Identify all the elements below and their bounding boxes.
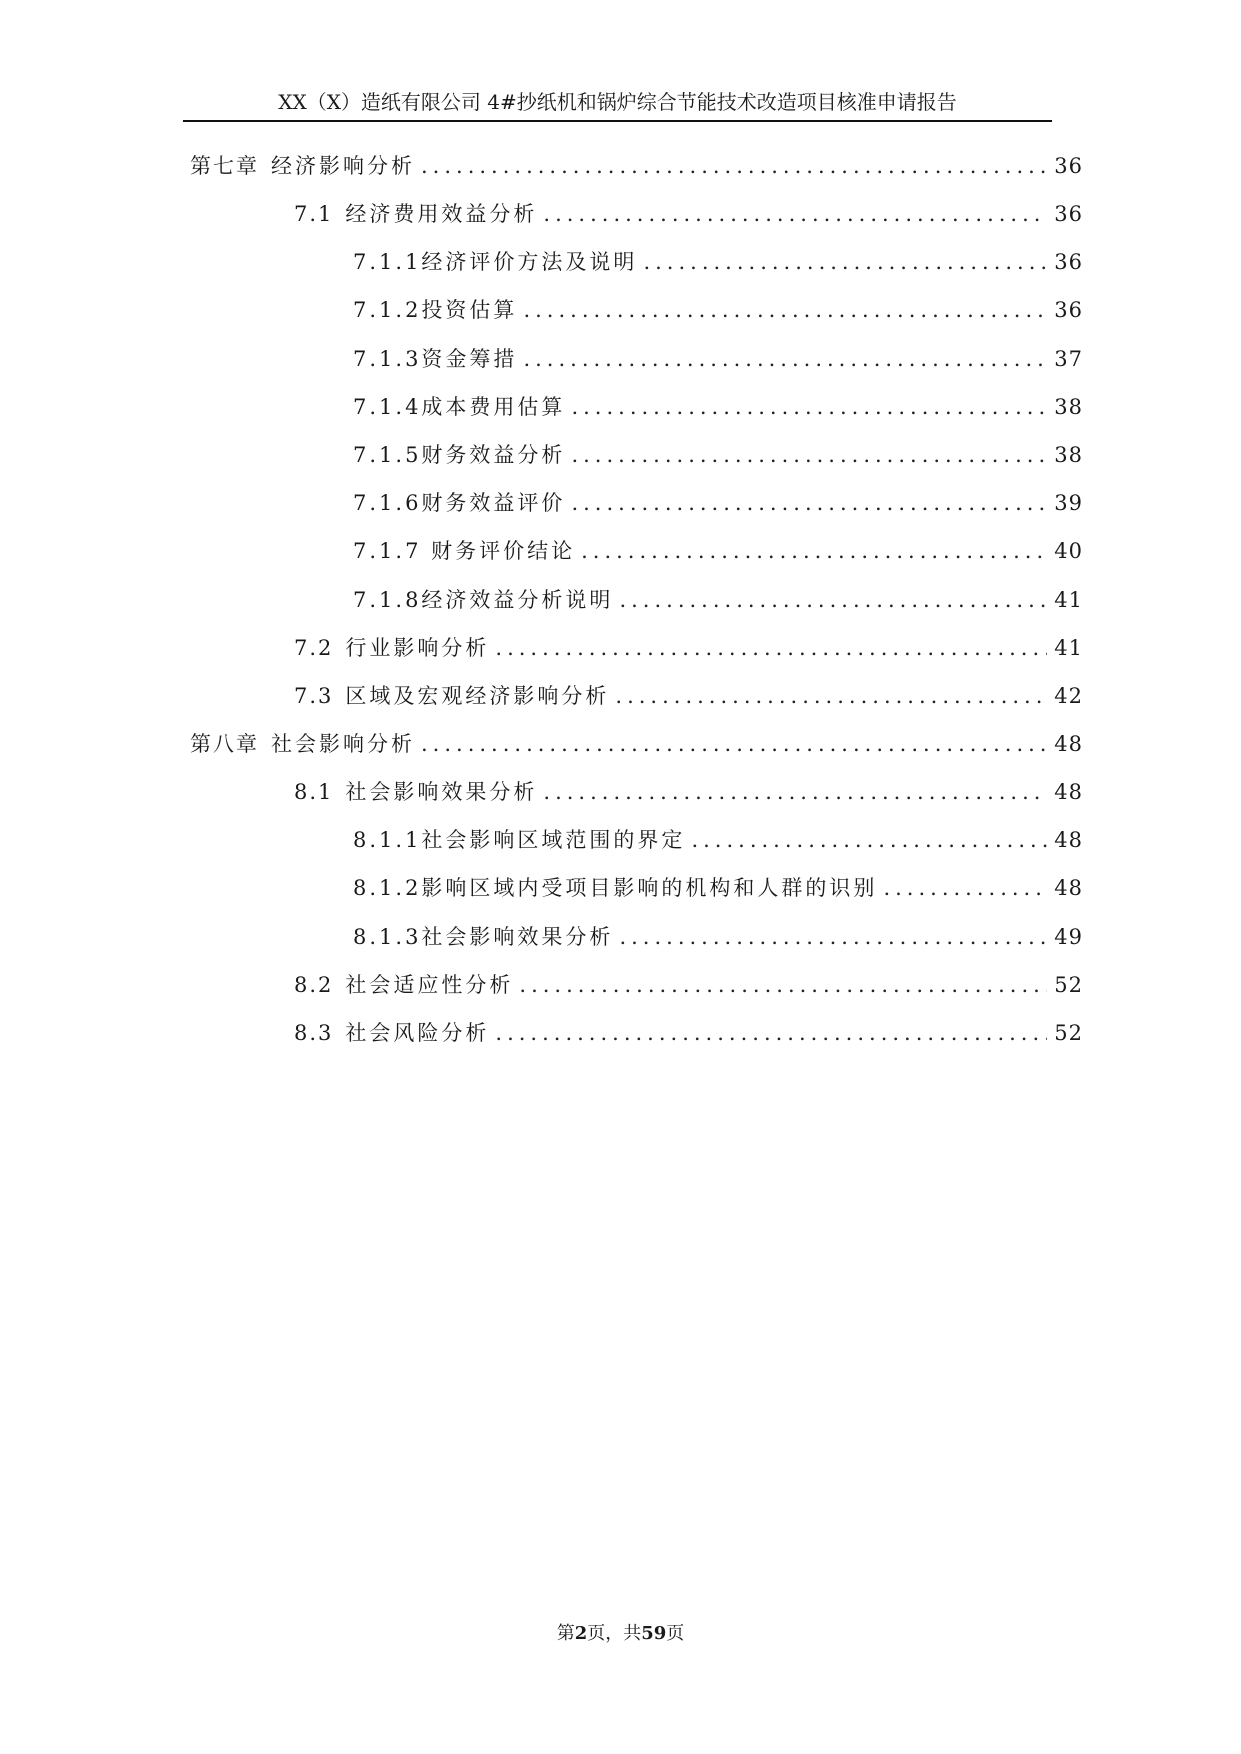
toc-dot-leader [519,970,1047,1000]
toc-entry-8-1-2[interactable] [353,873,1083,903]
toc-entry-title: 行业影响分析 [345,636,490,660]
toc-entry-7-1-1[interactable] [353,247,1083,277]
toc-entry-page: 42 [1054,684,1083,708]
toc-entry-title: 8.1.2影响区域内受项目影响的机构和人群的识别 [353,876,878,900]
toc-dot-leader [619,922,1047,952]
toc-entry-page: 41 [1054,636,1083,660]
toc-entry-page: 38 [1054,443,1083,467]
toc-dot-leader [495,633,1047,663]
toc-entry-title: 7.1.6财务效益评价 [353,491,566,515]
toc-dot-leader [571,440,1047,470]
toc-entry-8-1[interactable] [294,777,1083,807]
toc-entry-title: 经济影响分析 [271,154,415,178]
toc-entry-8-2[interactable] [294,970,1083,1000]
toc-entry-title: 社会风险分析 [345,1021,490,1045]
toc-dot-leader [523,295,1047,325]
toc-entry-title: 经济费用效益分析 [345,202,538,226]
toc-entry-page: 38 [1054,395,1083,419]
toc-entry-page: 36 [1054,250,1083,274]
toc-entry-chapter-8[interactable] [190,729,1083,759]
toc-entry-number: 7.3 [294,684,334,708]
footer-current-page: 2 [574,1623,588,1644]
toc-entry-number: 7.1 [294,202,334,226]
toc-entry-number: 第八章 [190,732,259,756]
toc-entry-page: 52 [1054,1021,1083,1045]
toc-entry-title: 7.1.8经济效益分析说明 [353,588,614,612]
toc-entry-page: 36 [1054,202,1083,226]
toc-dot-leader [883,873,1047,903]
toc-dot-leader [523,344,1047,374]
toc-entry-7-1-3[interactable] [353,344,1083,374]
toc-dot-leader [421,151,1047,181]
toc-entry-page: 48 [1054,876,1083,900]
toc-dot-leader [543,199,1047,229]
toc-entry-page: 48 [1054,732,1083,756]
document-title: XX（X）造纸有限公司 4#抄纸机和锅炉综合节能技术改造项目核准申请报告 [278,90,957,114]
toc-entry-title: 社会适应性分析 [345,973,514,997]
toc-entry-title: 7.1.1经济评价方法及说明 [353,250,638,274]
toc-entry-title: 8.1.3社会影响效果分析 [353,925,614,949]
toc-entry-title: 社会影响分析 [271,732,415,756]
toc-entry-7-1-4[interactable] [353,392,1083,422]
toc-entry-title: 7.1.7 财务评价结论 [353,539,576,563]
toc-entry-page: 36 [1054,298,1083,322]
toc-entry-page: 48 [1054,780,1083,804]
toc-entry-page: 37 [1054,347,1083,371]
toc-dot-leader [619,585,1047,615]
toc-entry-number: 8.1 [294,780,334,804]
toc-entry-page: 36 [1054,154,1083,178]
toc-entry-8-1-3[interactable] [353,922,1083,952]
page-footer [0,1620,1241,1648]
toc-dot-leader [495,1018,1047,1048]
toc-dot-leader [691,825,1047,855]
toc-entry-7-1[interactable] [294,199,1083,229]
toc-entry-number: 8.2 [294,973,334,997]
toc-entry-title: 区域及宏观经济影响分析 [345,684,610,708]
toc-entry-7-1-2[interactable] [353,295,1083,325]
toc-entry-7-1-6[interactable] [353,488,1083,518]
toc-dot-leader [581,536,1047,566]
toc-dot-leader [615,681,1047,711]
toc-entry-7-1-8[interactable] [353,585,1083,615]
toc-entry-title: 社会影响效果分析 [345,780,538,804]
toc-dot-leader [571,392,1047,422]
toc-entry-8-3[interactable] [294,1018,1083,1048]
toc-entry-number: 8.3 [294,1021,334,1045]
toc-dot-leader [643,247,1047,277]
toc-entry-chapter-7[interactable] [190,151,1083,181]
toc-dot-leader [421,729,1047,759]
toc-entry-title: 7.1.3资金筹措 [353,347,518,371]
toc-dot-leader [543,777,1047,807]
toc-entry-title: 7.1.5财务效益分析 [353,443,566,467]
toc-entry-page: 40 [1054,539,1083,563]
toc-entry-7-2[interactable] [294,633,1083,663]
footer-prefix: 第 [556,1623,575,1644]
toc-entry-8-1-1[interactable] [353,825,1083,855]
toc-entry-title: 7.1.4成本费用估算 [353,395,566,419]
toc-entry-number: 第七章 [190,154,259,178]
toc-entry-page: 41 [1054,588,1083,612]
toc-entry-7-1-7[interactable] [353,536,1083,566]
toc-dot-leader [571,488,1047,518]
footer-suffix: 页 [666,1623,685,1644]
toc-entry-page: 52 [1054,973,1083,997]
footer-middle: 页，共 [587,1623,642,1644]
toc-entry-title: 8.1.1社会影响区域范围的界定 [353,828,686,852]
toc-entry-title: 7.1.2投资估算 [353,298,518,322]
toc-entry-7-3[interactable] [294,681,1083,711]
footer-total-pages: 59 [641,1623,667,1644]
toc-entry-page: 39 [1054,491,1083,515]
toc-entry-7-1-5[interactable] [353,440,1083,470]
toc-entry-number: 7.2 [294,636,334,660]
toc-entry-page: 48 [1054,828,1083,852]
toc-entry-page: 49 [1054,925,1083,949]
